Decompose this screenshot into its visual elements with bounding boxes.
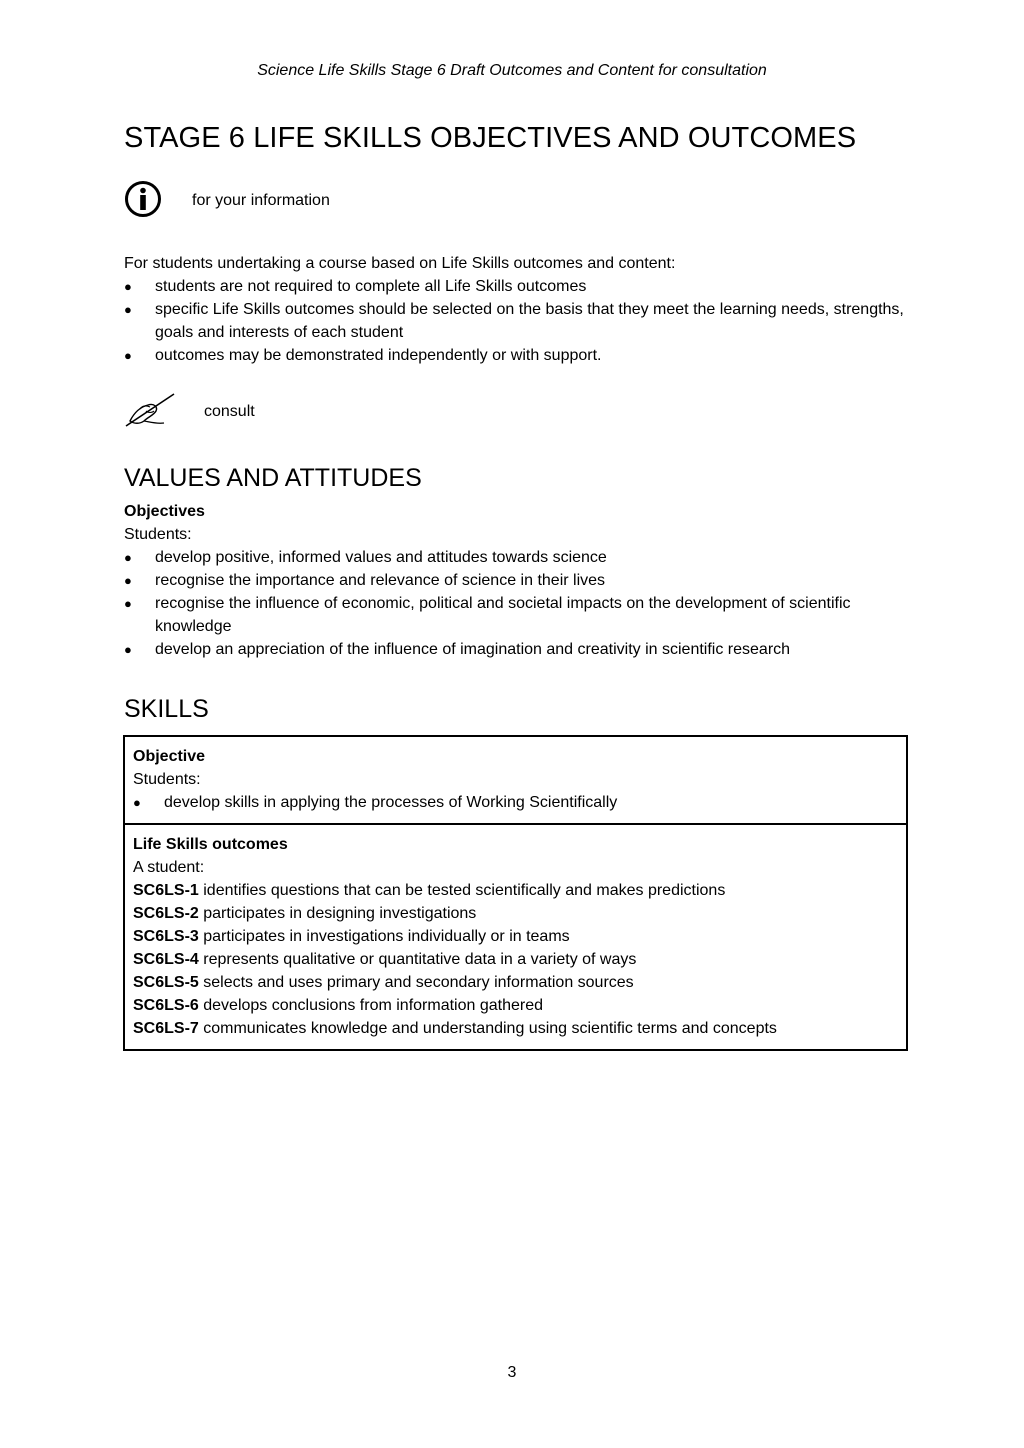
skills-bullet-list: [133, 791, 898, 814]
outcome-code: SC6LS-6: [133, 997, 199, 1014]
values-section: [124, 464, 906, 661]
list-item: ● develop positive, informed values and attitudes towards science: [124, 546, 906, 569]
outcome-row: [133, 948, 898, 971]
list-item: ● develop an appreciation of the influence of imagination and creativity in scientific research: [124, 638, 906, 661]
outcome-row: [133, 1017, 898, 1040]
intro-lead: For students undertaking a course based on Life Skills outcomes and content:: [124, 255, 676, 272]
students-label: Students:: [133, 771, 201, 788]
outcome-text: participates in investigations individually or in teams: [203, 928, 570, 945]
values-heading: VALUES AND ATTITUDES: [124, 464, 422, 492]
list-item: ● students are not required to complete all Life Skills outcomes: [124, 275, 906, 298]
outcome-code: SC6LS-4: [133, 951, 199, 968]
writing-hand-icon: [124, 391, 176, 434]
outcome-row: [133, 902, 898, 925]
objectives-label: Objectives: [124, 503, 205, 520]
objective-label: Objective: [133, 748, 206, 765]
outcome-code: SC6LS-5: [133, 974, 199, 991]
a-student-label: A student:: [133, 859, 205, 876]
skills-heading: SKILLS: [124, 695, 209, 723]
outcome-row: [133, 994, 898, 1017]
values-bullet-list: [124, 546, 906, 661]
outcome-row: [133, 925, 898, 948]
outcome-text: develops conclusions from information gathered: [203, 997, 543, 1014]
skills-objective-cell: [125, 737, 906, 823]
intro-bullet-list: [124, 275, 906, 367]
info-circle-icon: [124, 180, 162, 223]
outcome-text: communicates knowledge and understanding using scientific terms and concepts: [203, 1020, 777, 1037]
page-number: 3: [507, 1364, 517, 1381]
skills-outcomes-cell: [125, 823, 906, 1049]
outcome-code: SC6LS-3: [133, 928, 199, 945]
outcome-row: [133, 971, 898, 994]
list-item: ● recognise the influence of economic, political and societal impacts on the development of scientific knowledge: [124, 592, 906, 638]
list-item: ● specific Life Skills outcomes should be selected on the basis that they meet the learning needs, strengths, goals and interests of each student: [124, 298, 906, 344]
outcome-text: participates in designing investigations: [203, 905, 477, 922]
intro-section: [124, 252, 906, 367]
outcomes-label: Life Skills outcomes: [133, 836, 288, 853]
outcome-text: identifies questions that can be tested scientifically and makes predictions: [203, 882, 726, 899]
outcome-text: selects and uses primary and secondary information sources: [203, 974, 634, 991]
outcome-row: [133, 879, 898, 902]
outcome-code: SC6LS-1: [133, 882, 199, 899]
outcome-code: SC6LS-7: [133, 1020, 199, 1037]
list-item: ● outcomes may be demonstrated independently or with support.: [124, 344, 906, 367]
running-header: Science Life Skills Stage 6 Draft Outcomes and Content for consultation: [257, 62, 767, 79]
consult-note-label: consult: [204, 403, 255, 420]
outcome-text: represents qualitative or quantitative data in a variety of ways: [203, 951, 637, 968]
consult-note: [124, 392, 255, 432]
students-label: Students:: [124, 526, 192, 543]
outcome-code: SC6LS-2: [133, 905, 199, 922]
skills-table: [123, 735, 908, 1051]
list-item: ● develop skills in applying the processes of Working Scientifically: [133, 791, 898, 814]
page-title: STAGE 6 LIFE SKILLS OBJECTIVES AND OUTCOMES: [124, 122, 857, 154]
info-note-label: for your information: [192, 192, 330, 209]
info-note: [124, 182, 330, 220]
list-item: ● recognise the importance and relevance of science in their lives: [124, 569, 906, 592]
